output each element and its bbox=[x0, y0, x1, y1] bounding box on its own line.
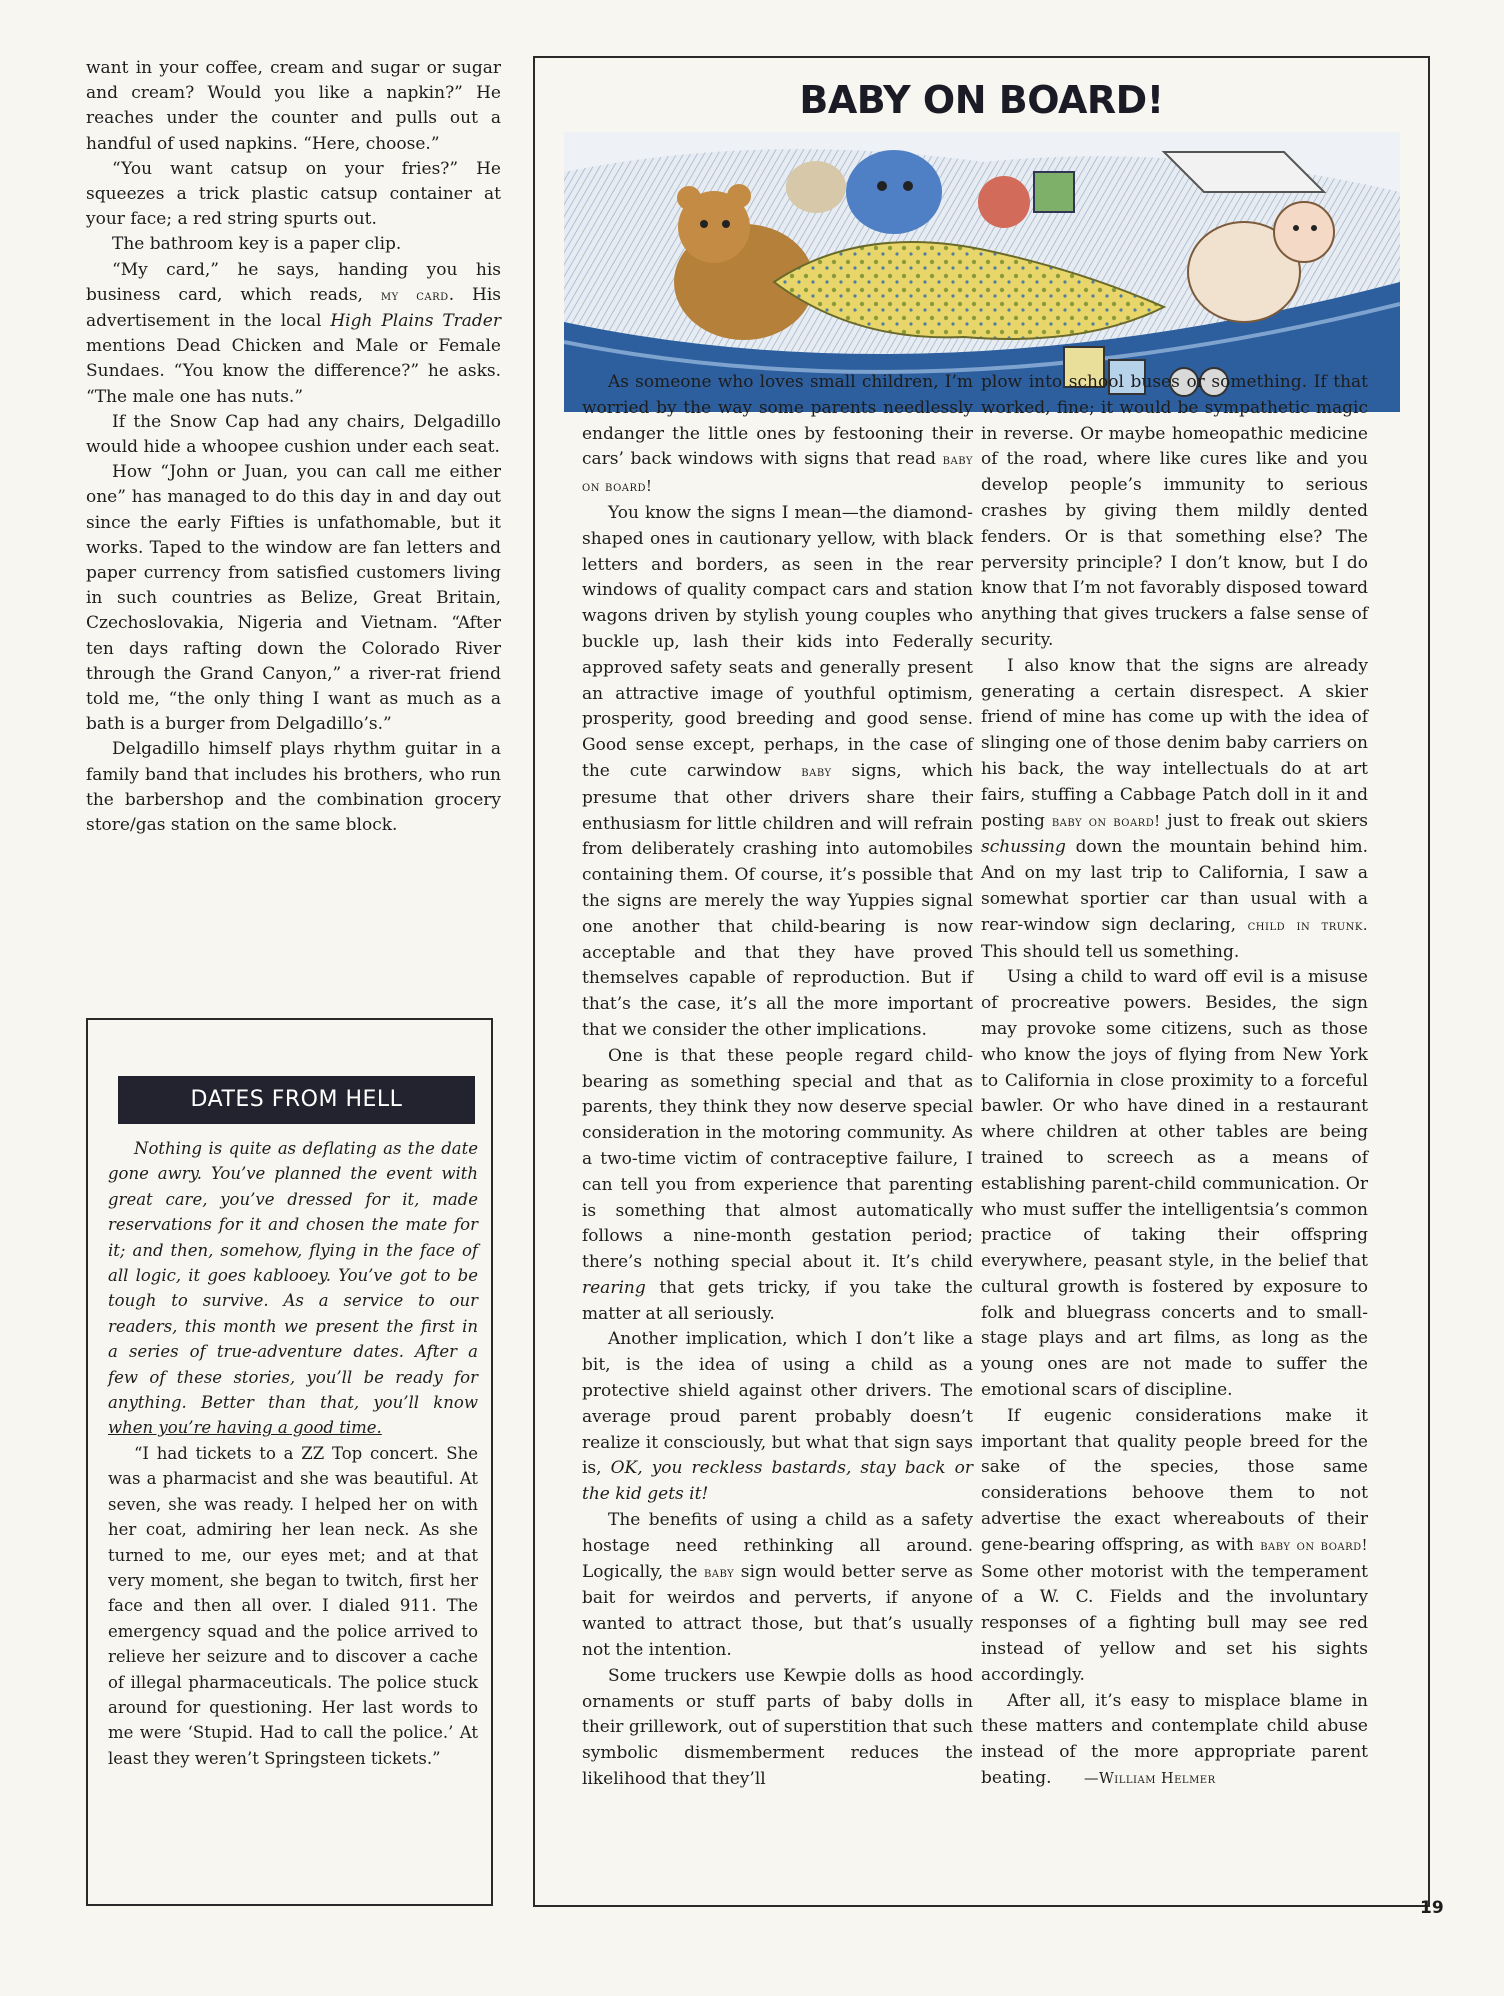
paragraph: Delgadillo himself plays rhythm guitar in a family band that includes his brothers, who run the barbershop and the combination grocery store/gas station on the same block. bbox=[86, 739, 501, 836]
paragraph bbox=[582, 1044, 973, 1328]
italic-run: schussing bbox=[981, 837, 1066, 858]
paragraph: The bathroom key is a paper clip. bbox=[112, 234, 402, 255]
paragraph: How “John or Juan, you can call me either one” has managed to do this day in and day out since the early Fifties is unfathomable, but it works. Taped to the window are fan letters and paper currency from satisfied customers living in such countries as Belize, Great Britain, Czechoslovakia, Nigeria and Vietnam. “After ten days rafting down the Colorado River through the Grand Canyon,” a river-rat friend told me, “the only thing I want as much as a bath is a burger from Delgadillo’s.” bbox=[86, 462, 501, 735]
small-caps-run: baby bbox=[801, 763, 832, 780]
text-run: down the mountain behind him. And on my last trip to California, I saw a somewhat sportier car than usual with a rear-window sign declaring, bbox=[981, 837, 1368, 935]
text-run: “My card,” he says, handing you his business card, which reads, bbox=[86, 259, 501, 305]
text-run: If eugenic considerations make it important that quality people breed for the sake of the species, those same considerations behoove them to not advertise the exact whereabouts of their gene-bearing offspring, as with bbox=[981, 1405, 1368, 1555]
paragraph bbox=[582, 501, 973, 1044]
text-run: sign would better serve as bait for weirdos and perverts, if anyone wanted to attract those, but that’s usually not the intention. bbox=[582, 1561, 973, 1661]
text-run: Another implication, which I don’t like a bit, is the idea of using a child as a protective shield against other drivers. The average proud parent probably doesn’t realize it consciously, but what that sign says is, bbox=[582, 1329, 973, 1479]
text-run: Some other motorist with the temperament of a W. C. Fields and the involuntary responses of a fighting bull may see red instead of yellow and set his sights accordingly. bbox=[981, 1561, 1368, 1685]
text-run: just to freak out skiers bbox=[1160, 810, 1368, 831]
paragraph: Some truckers use Kewpie dolls as hood ornaments or stuff parts of baby dolls in their grillework, out of superstition that such symbolic dismemberment reduces the likelihood that they’ll bbox=[582, 1665, 973, 1790]
intro-underline: when you’re having a good time. bbox=[108, 1418, 382, 1438]
text-run: You know the signs I mean—the diamond-shaped ones in cautionary yellow, with black letters and borders, as seen in the rear windows of quality compact cars and station wagons driven by stylish young couples who buckle up, lash their kids into Federally approved safety seats and generally present an attractive image of youthful optimism, prosperity, good breeding and good sense. Good sense except, perhaps, in the case of the cute carwindow bbox=[582, 502, 973, 781]
small-caps-run: child in trunk. bbox=[1247, 917, 1368, 934]
paragraph: want in your coffee, cream and sugar or sugar and cream? Would you like a napkin?” He reaches under the counter and pulls out a handful of used napkins. “Here, choose.” bbox=[86, 58, 501, 154]
paragraph bbox=[981, 654, 1368, 966]
paragraph: If the Snow Cap had any chairs, Delgadillo would hide a whoopee cushion under each seat. bbox=[86, 411, 501, 458]
text-run: The benefits of using a child as a safety hostage need rethinking all around. Logically, the bbox=[582, 1510, 973, 1582]
paragraph bbox=[582, 1327, 973, 1508]
small-caps-run: baby on board! bbox=[1260, 1537, 1368, 1554]
intro-text: Nothing is quite as deflating as the date gone awry. You’ve planned the event with great care, you’ve dressed for it, made reservations for it and chosen the mate for it; and then, somehow, flying in the face of all logic, it goes kablooey. You’ve got to be tough to survive. As a service to our readers, this month we present the first in a series of true-adventure dates. After a few of these stories, you’ll be ready for anything. Better than that, you’ll know bbox=[108, 1139, 478, 1413]
small-caps-run: baby bbox=[703, 1564, 735, 1581]
byline: —William Helmer bbox=[1084, 1771, 1216, 1788]
text-run: signs, which presume that other drivers share their enthusiasm for little children and will refrain from deliberately crashing into automobiles containing them. Of course, it’s possible that the signs are merely the way Yuppies signal one another that child-bearing is now acceptable and that they have proved themselves capable of reproduction. But if that’s the case, it’s all the more important that we consider the other implications. bbox=[582, 760, 973, 1040]
paragraph: Using a child to ward off evil is a misuse of procreative powers. Besides, the sign may provoke some citizens, such as those who know the joys of flying from New York to California in close proximity to a forceful bawler. Or who have dined in a restaurant where children at other tables are being trained to screech as a means of establishing parent-child communication. Or who must suffer the intelligentsia’s common practice of taking their offspring everywhere, peasant style, in the belief that cultural growth is fostered by exposure to folk and bluegrass concerts and to small-stage plays and art films, as long as the young ones are not made to suffer the emotional scars of discipline. bbox=[981, 967, 1368, 1401]
paragraph bbox=[86, 258, 501, 410]
paragraph bbox=[582, 370, 973, 501]
text-run: . His advertisement in the local bbox=[86, 284, 502, 332]
italic-run: OK, you reckless bastards, stay back or the kid gets it! bbox=[582, 1458, 973, 1505]
article-column-1 bbox=[582, 370, 973, 1793]
paragraph: plow into school buses or something. If that worked, fine; it would be sympathetic magic in reverse. Or maybe homeopathic medicine of the road, where like cures like and you develop people’s immunity to serious crashes by giving them mildly dented fenders. Or is that something else? The perversity principle? I don’t know, but I do know that I’m not favorably disposed toward anything that gives truckers a false sense of security. bbox=[981, 372, 1368, 650]
baby-on-board-article bbox=[533, 56, 1430, 1907]
small-caps-run: baby on board! bbox=[1051, 813, 1161, 830]
text-run: mentions Dead Chicken and Male or Female Sundaes. “You know the difference?” he asks. “The male one has nuts.” bbox=[86, 336, 501, 407]
dates-from-hell-sidebar bbox=[86, 1018, 493, 1906]
small-caps-run: my card bbox=[380, 287, 449, 304]
article-column-2 bbox=[981, 370, 1368, 1793]
paragraph bbox=[981, 1689, 1368, 1793]
article-title: BABY ON BOARD! bbox=[799, 78, 1164, 122]
text-run: I also know that the signs are already generating a certain disrespect. A skier friend of mine has come up with the idea of slinging one of those denim baby carriers on his back, the way intellectuals do at art fairs, stuffing a Cabbage Patch doll in it and posting bbox=[981, 655, 1368, 831]
text-run: that gets tricky, if you take the matter at all seriously. bbox=[582, 1277, 973, 1324]
paragraph bbox=[981, 1404, 1368, 1689]
page-number: 19 bbox=[1420, 1898, 1444, 1918]
text-run: As someone who loves small children, I’m worried by the way some parents needlessly endanger the little ones by festooning their cars’ back windows with signs that read bbox=[582, 372, 973, 470]
paragraph bbox=[582, 1508, 973, 1664]
text-run: After all, it’s easy to misplace blame in these matters and contemplate child abuse instead of the more appropriate parent beating. bbox=[981, 1690, 1368, 1789]
dates-from-hell-title: DATES FROM HELL bbox=[118, 1076, 475, 1124]
italic-run: rearing bbox=[582, 1277, 646, 1298]
text-run: One is that these people regard child-bearing as something special and that as parents, they think they now deserve special consideration in the motoring community. As a two-time victim of contraceptive failure, I can tell you from experience that parenting is something that almost automatically follows a nine-month gestation period; there’s nothing special about it. It’s child bbox=[582, 1045, 973, 1273]
dates-from-hell-body bbox=[108, 1136, 478, 1771]
paragraph: “You want catsup on your fries?” He squeezes a trick plastic catsup container at your face; a red string spurts out. bbox=[86, 158, 501, 230]
left-column bbox=[86, 56, 501, 838]
intro-paragraph bbox=[108, 1136, 478, 1441]
text-run: This should tell us something. bbox=[981, 941, 1240, 962]
story-paragraph: “I had tickets to a ZZ Top concert. She was a pharmacist and she was beautiful. At seven, she was ready. I helped her on with her coat, admiring her lean neck. As she turned to me, our eyes met; and at that very moment, she began to twitch, first her face and then all over. I dialed 911. The emergency squad and the police arrived to relieve her seizure and to discover a cache of illegal pharmaceuticals. The police stuck around for questioning. Her last words to me were ‘Stupid. Had to call the police.’ At least they weren’t Springsteen tickets.” bbox=[108, 1443, 478, 1768]
italic-run: High Plains Trader bbox=[330, 311, 501, 332]
small-caps-run: baby on board! bbox=[582, 452, 973, 496]
